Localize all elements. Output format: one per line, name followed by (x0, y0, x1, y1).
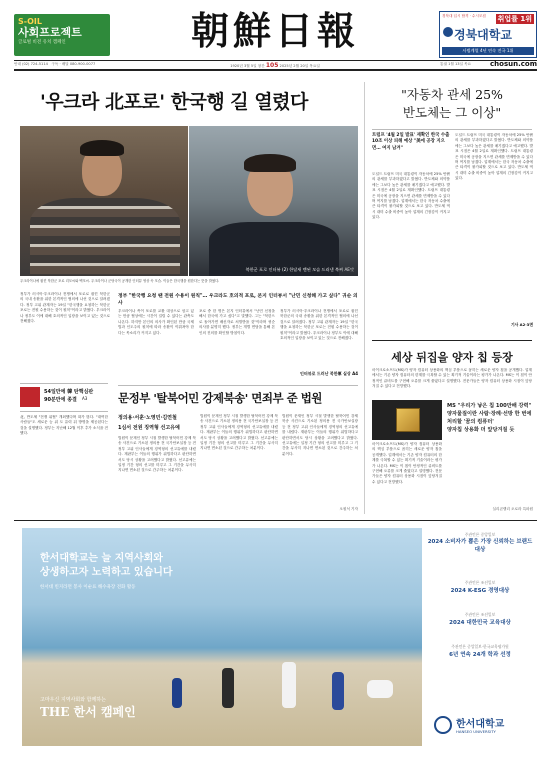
right-ad-top: 경북대 입시 합격 · 수시모집 (442, 14, 486, 18)
ad-sub: 글로벌 비전 유치 캠페인 (18, 40, 66, 45)
lead-deck: 정부 "한국행 요청 땐 전원 수용이 원칙"… 우크라도 호의적 포로, 본지 인터뷰서 "난민 신청해 가고 싶다" 귀순 의사 (118, 294, 358, 306)
pow-blanket-left (30, 198, 180, 276)
ad-sub: 한서대 빈지라면 봉사 이순표 해수욕장 전화 활동 (40, 585, 136, 590)
masthead-left-ad[interactable] (14, 14, 110, 56)
knu-emblem-icon (443, 27, 453, 37)
ad-headline-2: 상생하고자 노력하고 있습니다 (40, 567, 173, 578)
bottom-ad-rule (14, 520, 537, 521)
award-1[interactable] (426, 532, 534, 554)
site-link[interactable]: chosun.com (490, 60, 537, 68)
left-col-rule (20, 411, 108, 412)
right-top-rule (372, 129, 532, 130)
right-mid-credit: 실리콘밸리 오로라 특파원 (492, 507, 533, 511)
lead-body-col3: 포로 중 한 명은 본지 인터뷰에서 "난민 신청을 해서 한국에 가고 싶다"고 말했다. 그는 "북한으로 돌아가면 배신자로 처벌받을 것"이라며 귀순 의사를 분명히 했다. 정부는 개별 면담을 통해 본인의 진의를 확인할 방침이다. (199, 309, 275, 335)
impeachment-box[interactable] (20, 386, 108, 410)
masthead-rule (14, 60, 537, 61)
right-mid-body-2: 마이크로소프트(MS)가 양자 컴퓨터 상용화의 핵심 부품으로 꼽히는 새로운 양자 칩을 공개했다. 업계에서는 기존 양자 컴퓨터의 한계를 극복할 수 있는 획기적 기술이라는 평가가 나온다. MS는 이 칩이 안정적인 큐비트를 구현해 오류를 크게 줄였다고 설명했다. 전문가들은 양자 컴퓨터 상용화 시점이 앞당겨질 수 있다고 전망했다. (372, 442, 442, 484)
second-story-rule (118, 385, 358, 386)
right-ad-badge: 취업률 1위 (497, 15, 532, 23)
lead-body-col1: 정부가 러시아·우크라이나 전쟁에서 포로로 잡힌 북한군의 국내 송환을 위한 본격적인 협의에 나선 것으로 알려졌다. 정부 고위 관계자는 19일 "한국행을 요청하는 북한군 포로는 전원 수용하는 것이 원칙"이라고 밝혔다. 우크라이나 정부도 이에 대해 호의적인 입장을 보이고 있는 것으로 전해졌다. (20, 292, 110, 324)
chip-icon (396, 408, 420, 432)
award-2[interactable] (426, 580, 534, 594)
second-story-credit: 오원석 기자 (339, 507, 358, 511)
photo-caption-text: 북한군 포로 인터뷰 (2) 한달새 맨된 모습 드러낸 북씨 (245, 267, 344, 272)
second-story-body-2: 법원이 문재인 정부 시절 발생한 탈북어민 강제 북송 사건으로 기소된 정의용 전 국가안보실장 등 전 정부 고위 인사들에게 징역형의 선고유예를 내렸다. 재판부는 이들의 행위가 위법하다고 판단하면서도 당시 상황을 고려했다고 밝혔다. 선고유예는 일정 기간 형의 선고를 미루고 그 기간을 무사히 지나면 면소된 것으로 간주하는 처분이다. (200, 414, 278, 451)
lead-body-col4: 정부가 러시아·우크라이나 전쟁에서 포로로 잡힌 북한군의 국내 송환을 위한 본격적인 협의에 나선 것으로 알려졌다. 정부 고위 관계자는 19일 "한국행을 요청하는 북한군 포로는 전원 수용하는 것이 원칙"이라고 밝혔다. 우크라이나 정부도 이에 대해 호의적인 입장을 보이고 있는 것으로 전해졌다. (280, 309, 358, 341)
right-ad-sub: 사범계열 4년 연속 전국 1위 (442, 47, 534, 55)
founding-date: 1920년 3월 5일 창간 (230, 64, 265, 68)
second-story-deck-2: 1심서 전원 징역형 선고유예 (118, 425, 180, 431)
masthead-right-ad[interactable] (439, 11, 537, 58)
right-ad-name: 경북대학교 (454, 28, 512, 42)
lead-caption: 우크라이나에 잡힌 북한군 포로 리모씨와 백모씨. 우크라이나 군당국이 공개한 인터뷰 영상 속 모습. 이들은 한국행을 원한다는 뜻을 밝혔다. (20, 279, 220, 283)
lead-jump[interactable]: 인터뷰로 드러난 북한軍 실상 A4 (300, 371, 358, 376)
masthead-info (220, 62, 330, 69)
award-2-kicker: 주관언론 조선일보 (464, 580, 496, 585)
award-3-kicker: 주관언론 조선일보 (464, 612, 496, 617)
box-page: A3 (82, 396, 88, 401)
second-story-deck-1: 정의용·서훈·노영민·김연철 (118, 415, 177, 421)
pow-hair-right (244, 154, 296, 172)
phone-info: 안내 (02) 724-5114 (14, 62, 48, 66)
subbar-rule (14, 69, 537, 71)
photo-credit: AE맛 (344, 267, 354, 272)
right-mid-body: 마이크로소프트(MS)가 양자 컴퓨터 상용화의 핵심 부품으로 꼽히는 새로운 양자 칩을 공개했다. 업계에서는 기존 양자 컴퓨터의 한계를 극복할 수 있는 획기적 기술이라는 평가가 나온다. MS는 이 칩이 안정적인 큐비트를 구현해 오류를 크게 줄였다고 설명했다. 전문가들은 양자 컴퓨터 상용화 시점이 앞당겨질 수 있다고 전망했다. (372, 368, 532, 389)
second-story-body-1: 법원이 문재인 정부 시절 발생한 탈북어민 강제 북송 사건으로 기소된 정의용 전 국가안보실장 등 전 정부 고위 인사들에게 징역형의 선고유예를 내렸다. 재판부는 이들의 행위가 위법하다고 판단하면서도 당시 상황을 고려했다고 밝혔다. 선고유예는 일정 기간 형의 선고를 미루고 그 기간을 무사히 지나면 면소된 것으로 간주하는 처분이다. (118, 436, 196, 473)
hanseo-logo-en: HANSEO UNIVERSITY (456, 729, 496, 734)
right-top-headline-2: 반도체는 그 이상" (402, 105, 502, 120)
hanseo-logo[interactable] (434, 714, 534, 740)
ad-brand: S-OIL (18, 17, 42, 26)
ad-headline (40, 552, 173, 580)
right-top-jump[interactable]: 기사 A2·3면 (511, 322, 533, 327)
hanseo-ad-photo[interactable] (22, 528, 422, 746)
awards-panel (426, 528, 536, 746)
second-story-headline[interactable]: 문정부 '탈북어민 강제북송' 면죄부 준 법원 (118, 391, 322, 405)
issue-number: 105 (265, 62, 279, 69)
right-mid-headline[interactable]: 세상 뒤집을 양자 칩 등장 (391, 351, 513, 364)
newspaper-logo[interactable]: 朝鮮日報 (190, 8, 359, 53)
left-column-text: 北, 반도체 "전쟁 위협" 개최했다며 화가 많다. "대여한 사람들"도 새로운 능 위 도 유력 뒤 방명을 제공된다는 것을 설명했다. 정부는 지난해 12월 이후 추가 소식을 전했다. (20, 415, 108, 436)
phone-delivery: 구독 · 배달 080-900-0077 (51, 62, 96, 66)
lead-photo-right[interactable] (189, 126, 358, 276)
right-mid-side: MS "우리가 낳은 칩 100만배 강력" 양자물질이란 사람·장례·선방 한 번에 처리할 '꿈의 컴퓨터' 양자칩 상용화 더 앞당겨질 듯 (447, 403, 532, 433)
column-divider (364, 82, 365, 514)
hanseo-logo-text: 한서대학교 (456, 719, 505, 730)
hanseo-emblem-icon (434, 716, 452, 734)
box-thumb (20, 387, 40, 407)
ad-slogan-2: THE 한서 캠페인 (40, 705, 136, 719)
pow-hair-left (80, 140, 124, 156)
lead-body-col2: 우크라이나 측이 포로를 교환 대상으로 삼고 있는 만큼 협상에는 시간이 걸릴 수 있다는 관측도 나온다. 하지만 본인의 의사가 확인된 만큼 국제법과 인도주의 원칙에 따라 송환이 이뤄져야 한다는 목소리가 커지고 있다. (118, 309, 194, 335)
lead-headline[interactable]: '우크라 北포로' 한국행 길 열렸다 (40, 91, 308, 113)
award-4[interactable] (426, 644, 534, 658)
award-1-kicker: 주관언론 중앙일보 (464, 532, 496, 537)
right-top-deck: 트럼프 '4월 2일 발표' 재확인 한국 수출 10조 이상 피해 예상 "美에 공장 지으면… 여지 남겨" (372, 133, 450, 151)
right-top-headline[interactable] (372, 86, 532, 122)
box-line1: 54일만에 韓 탄핵심판 (44, 389, 94, 395)
right-mid-rule (372, 340, 532, 341)
award-3[interactable] (426, 612, 534, 626)
quantum-chip-photo[interactable] (372, 400, 442, 440)
photo-caption (246, 267, 354, 273)
ad-slogan (40, 696, 136, 720)
left-col-top-rule (20, 383, 108, 384)
lead-photo-left[interactable] (20, 126, 188, 276)
right-top-body-1: 도널드 트럼프 미국 대통령이 자동차에 25% 안팎의 관세를 부과하겠다고 밝혔다. 반도체와 의약품에는 그보다 높은 관세를 매기겠다고 예고했다. 발표 시점은 4월 2일로 재확인했다. 트럼프 대통령은 미국에 공장을 지으면 관세를 면제받을 수 있다며 여지를 남겼다. 업계에서는 한국 자동차 수출에 큰 타격이 불가피할 것으로 보고 있다. 반도체 역시 대미 수출 비중이 높아 업계의 긴장감이 커지고 있다. (372, 172, 450, 220)
ad-headline-1: 한서대학교는 늘 지역사회와 (40, 553, 163, 564)
ad-title: 사회프로젝트 (18, 26, 82, 39)
edition-label: 통권 1월 13일 목요 (440, 62, 472, 66)
award-3-title: 2024 대한민국 교육대상 (449, 620, 511, 626)
right-top-headline-1: "자동차 관세 25% (401, 87, 503, 102)
ad-slogan-1: 고마우신 지역사회와 함께하는 (40, 697, 106, 703)
award-2-title: 2024 K-ESG 경영대상 (450, 588, 510, 594)
award-4-title: 6년 연속 24개 학과 선정 (449, 652, 511, 658)
volunteers (162, 658, 402, 728)
award-4-kicker: 주관언론 중앙일보·한국교육평가원 (451, 644, 509, 649)
box-line2: 90분만에 종결 (44, 397, 77, 403)
issue-date: 2025년 2월 20일 목요일 (279, 64, 320, 68)
subbar-phones (14, 62, 95, 67)
award-1-title: 2024 소비자가 뽑은 가장 신뢰하는 브랜드 대상 (427, 539, 533, 553)
second-story-body-3: 법원이 문재인 정부 시절 발생한 탈북어민 강제 북송 사건으로 기소된 정의용 전 국가안보실장 등 전 정부 고위 인사들에게 징역형의 선고유예를 내렸다. 재판부는 이들의 행위가 위법하다고 판단하면서도 당시 상황을 고려했다고 밝혔다. 선고유예는 일정 기간 형의 선고를 미루고 그 기간을 무사히 지나면 면소된 것으로 간주하는 처분이다. (282, 414, 358, 456)
right-top-body-2: 도널드 트럼프 미국 대통령이 자동차에 25% 안팎의 관세를 부과하겠다고 밝혔다. 반도체와 의약품에는 그보다 높은 관세를 매기겠다고 예고했다. 발표 시점은 4월 2일로 재확인했다. 트럼프 대통령은 미국에 공장을 지으면 관세를 면제받을 수 있다며 여지를 남겼다. 업계에서는 한국 자동차 수출에 큰 타격이 불가피할 것으로 보고 있다. 반도체 역시 대미 수출 비중이 높아 업계의 긴장감이 커지고 있다. (455, 133, 533, 181)
